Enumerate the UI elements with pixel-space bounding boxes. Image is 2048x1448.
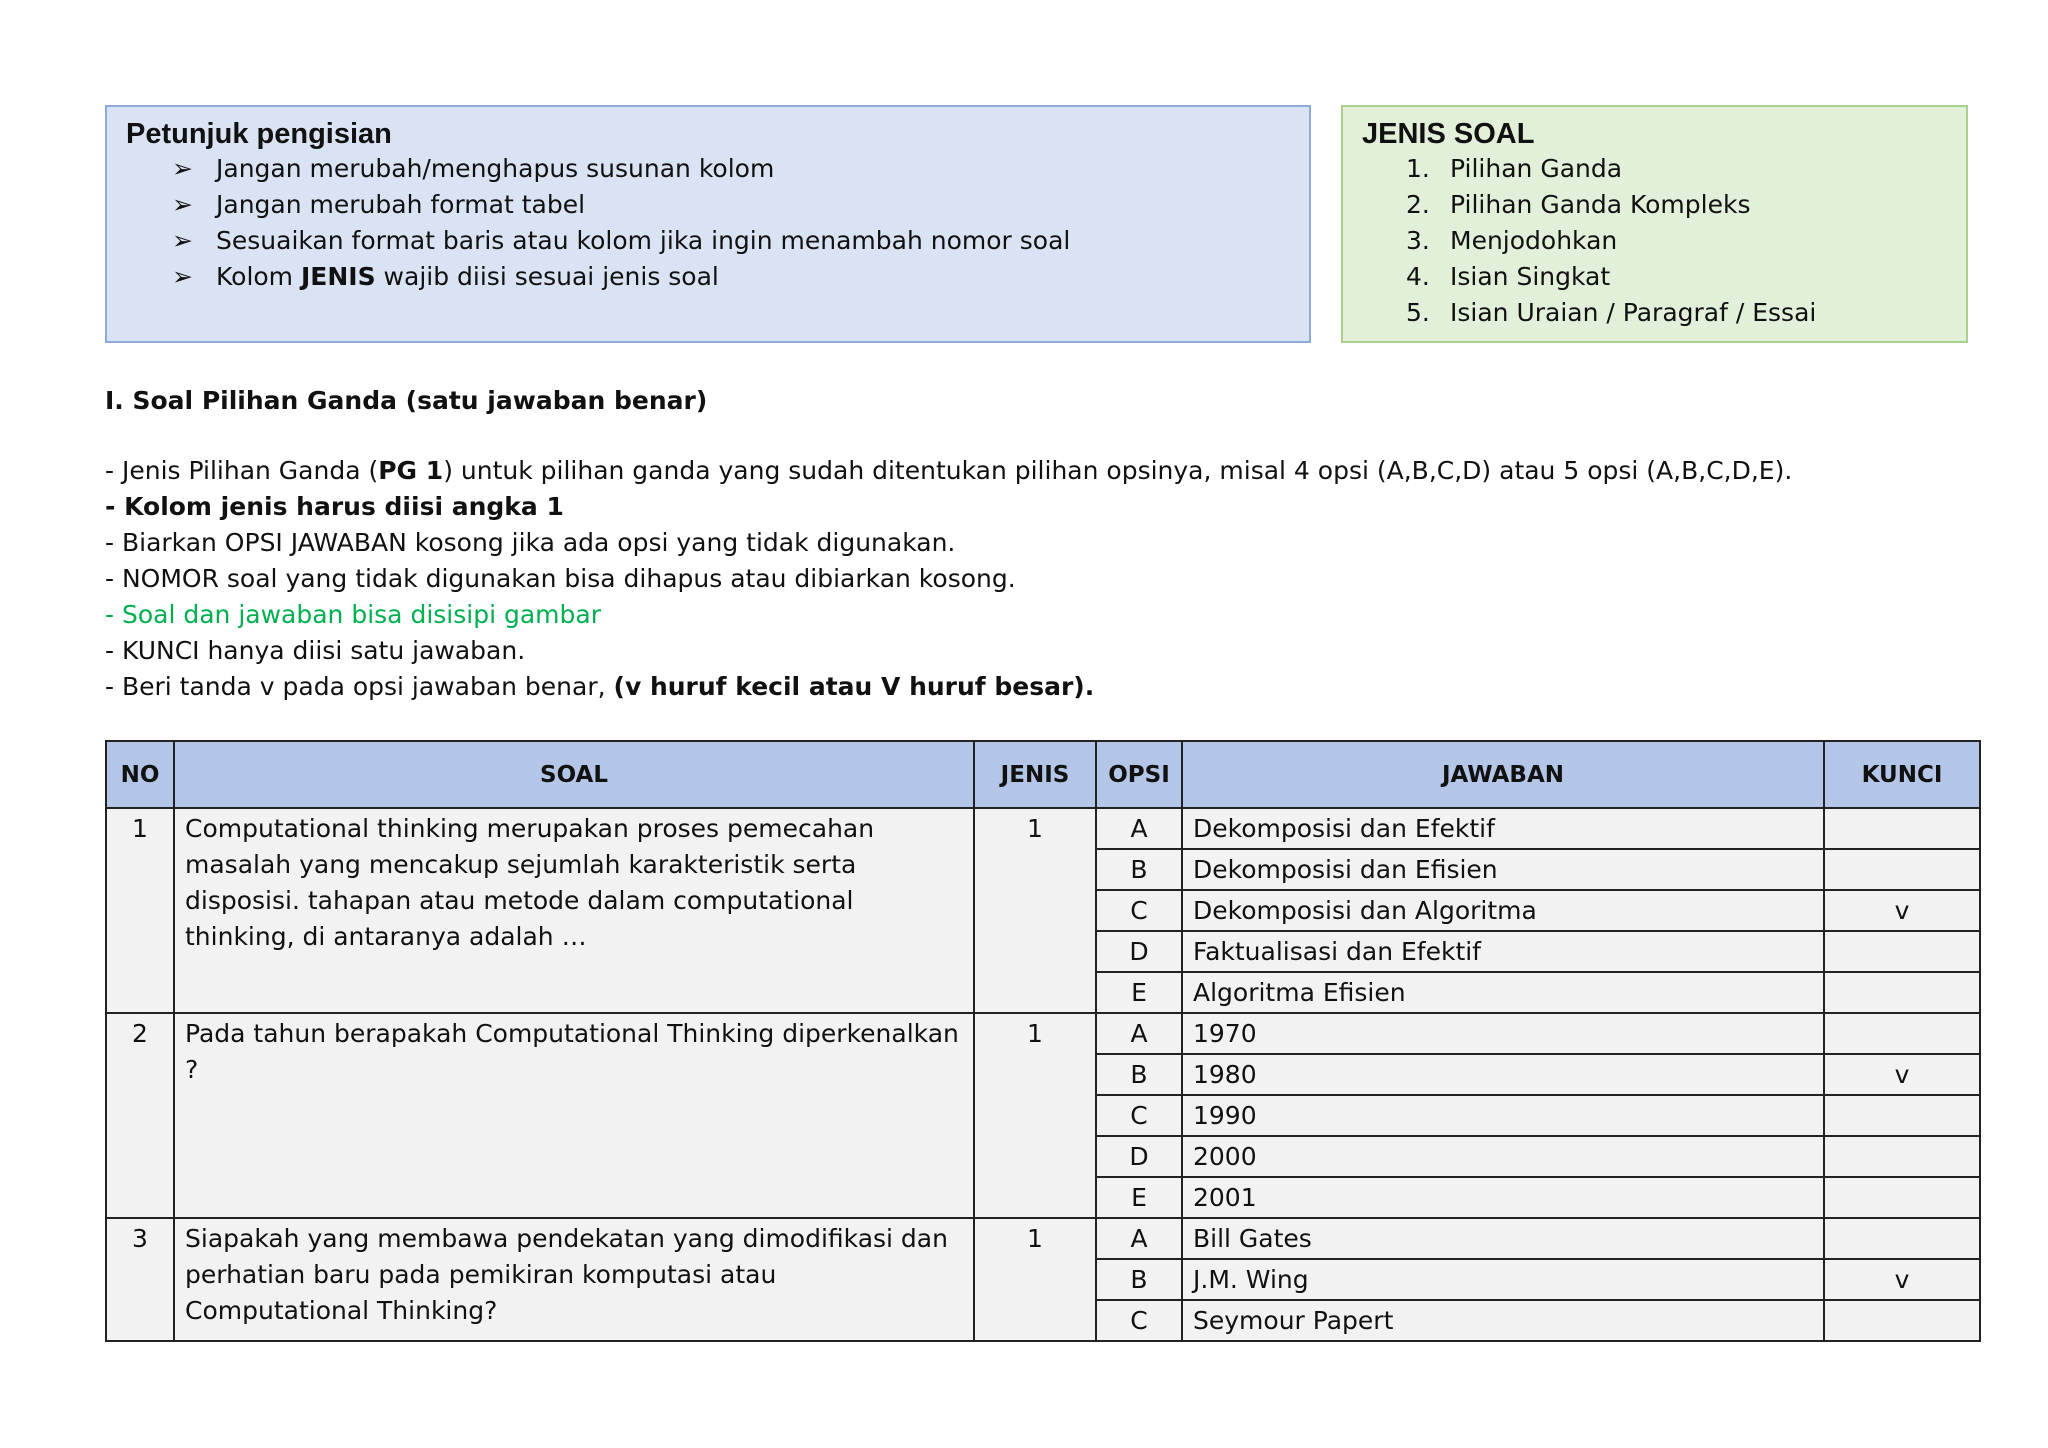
cell-kunci[interactable]: [1824, 1136, 1980, 1177]
note-text: ) untuk pilihan ganda yang sudah ditentukan pilihan opsinya, misal 4 opsi (A,B,C,D) atau 5 opsi (A,B,C,D,E).: [443, 456, 1793, 485]
cell-opsi[interactable]: A: [1096, 1218, 1182, 1259]
cell-kunci[interactable]: [1824, 1218, 1980, 1259]
cell-opsi[interactable]: B: [1096, 1054, 1182, 1095]
cell-kunci[interactable]: [1824, 1095, 1980, 1136]
cell-kunci[interactable]: [1824, 849, 1980, 890]
note-bold: - Kolom jenis harus diisi angka 1: [105, 492, 564, 521]
header-soal: SOAL: [174, 741, 974, 808]
petunjuk-item-text: Sesuaikan format baris atau kolom jika ingin menambah nomor soal: [216, 226, 1071, 255]
jenis-soal-item: [1362, 223, 1947, 259]
cell-kunci[interactable]: [1824, 1013, 1980, 1054]
jenis-soal-label: Pilihan Ganda: [1450, 154, 1623, 183]
petunjuk-list: [126, 151, 1290, 295]
cell-kunci[interactable]: [1824, 931, 1980, 972]
petunjuk-item-post: wajib diisi sesuai jenis soal: [375, 262, 719, 291]
header-jawaban: JAWABAN: [1182, 741, 1824, 808]
petunjuk-item-text: [216, 259, 719, 295]
cell-opsi[interactable]: C: [1096, 890, 1182, 931]
cell-no[interactable]: 1: [106, 808, 174, 1013]
header-opsi: OPSI: [1096, 741, 1182, 808]
petunjuk-box: [105, 105, 1311, 343]
note-line-green: - Soal dan jawaban bisa disisipi gambar: [105, 600, 601, 629]
soal-table: [105, 740, 1981, 1342]
cell-jenis[interactable]: 1: [974, 1013, 1096, 1218]
cell-jawaban[interactable]: Seymour Papert: [1182, 1300, 1824, 1341]
cell-opsi[interactable]: B: [1096, 849, 1182, 890]
note-bold: (v huruf kecil atau V huruf besar).: [613, 672, 1095, 701]
cell-opsi[interactable]: E: [1096, 972, 1182, 1013]
cell-jawaban[interactable]: 1980: [1182, 1054, 1824, 1095]
jenis-soal-label: Isian Uraian / Paragraf / Essai: [1450, 298, 1817, 327]
jenis-soal-list: [1362, 151, 1947, 331]
petunjuk-item-text: Jangan merubah format tabel: [216, 190, 586, 219]
table-row: [106, 1013, 1980, 1054]
cell-jawaban[interactable]: J.M. Wing: [1182, 1259, 1824, 1300]
note-line: - NOMOR soal yang tidak digunakan bisa dihapus atau dibiarkan kosong.: [105, 564, 1016, 593]
cell-jawaban[interactable]: 1990: [1182, 1095, 1824, 1136]
arrow-bullet-icon: ➢: [172, 226, 193, 255]
jenis-soal-label: Pilihan Ganda Kompleks: [1450, 190, 1751, 219]
jenis-soal-item: [1362, 151, 1947, 187]
jenis-soal-item: [1362, 187, 1947, 223]
cell-opsi[interactable]: A: [1096, 808, 1182, 849]
cell-jawaban[interactable]: Faktualisasi dan Efektif: [1182, 931, 1824, 972]
jenis-soal-item: [1362, 259, 1947, 295]
cell-jawaban[interactable]: 1970: [1182, 1013, 1824, 1054]
petunjuk-item-pre: Kolom: [216, 262, 301, 291]
note-line: [105, 453, 1792, 489]
cell-kunci[interactable]: v: [1824, 1259, 1980, 1300]
cell-kunci[interactable]: [1824, 808, 1980, 849]
cell-opsi[interactable]: A: [1096, 1013, 1182, 1054]
petunjuk-item: [126, 187, 1290, 223]
table-row: [106, 808, 1980, 849]
jenis-soal-number: 2.: [1406, 190, 1430, 219]
cell-no[interactable]: 2: [106, 1013, 174, 1218]
table-header-row: [106, 741, 1980, 808]
cell-opsi[interactable]: D: [1096, 931, 1182, 972]
note-line: [105, 489, 1792, 525]
instruction-notes: [105, 453, 1792, 705]
cell-soal[interactable]: Siapakah yang membawa pendekatan yang dimodifikasi dan perhatian baru pada pemikiran komputasi atau Computational Thinking?: [174, 1218, 974, 1341]
cell-kunci[interactable]: v: [1824, 1054, 1980, 1095]
petunjuk-title: Petunjuk pengisian: [126, 118, 392, 150]
jenis-soal-number: 5.: [1406, 298, 1430, 327]
cell-kunci[interactable]: [1824, 1300, 1980, 1341]
cell-jawaban[interactable]: Bill Gates: [1182, 1218, 1824, 1259]
cell-no[interactable]: 3: [106, 1218, 174, 1341]
cell-soal[interactable]: Pada tahun berapakah Computational Thinking diperkenalkan ?: [174, 1013, 974, 1218]
cell-kunci[interactable]: [1824, 972, 1980, 1013]
jenis-soal-label: Isian Singkat: [1450, 262, 1611, 291]
header-jenis: JENIS: [974, 741, 1096, 808]
petunjuk-item: [126, 151, 1290, 187]
petunjuk-item-bold: JENIS: [301, 262, 376, 291]
cell-jawaban[interactable]: Dekomposisi dan Efisien: [1182, 849, 1824, 890]
petunjuk-item-text: Jangan merubah/menghapus susunan kolom: [216, 154, 775, 183]
header-no: NO: [106, 741, 174, 808]
cell-opsi[interactable]: C: [1096, 1095, 1182, 1136]
jenis-soal-number: 4.: [1406, 262, 1430, 291]
cell-jawaban[interactable]: Algoritma Efisien: [1182, 972, 1824, 1013]
jenis-soal-label: Menjodohkan: [1450, 226, 1618, 255]
table-row: [106, 1218, 1980, 1259]
cell-opsi[interactable]: E: [1096, 1177, 1182, 1218]
cell-kunci[interactable]: v: [1824, 890, 1980, 931]
note-bold: PG 1: [378, 456, 444, 485]
cell-opsi[interactable]: B: [1096, 1259, 1182, 1300]
section-title: I. Soal Pilihan Ganda (satu jawaban benar): [105, 386, 708, 415]
note-text: - Beri tanda v pada opsi jawaban benar,: [105, 672, 614, 701]
note-line: [105, 669, 1792, 705]
cell-kunci[interactable]: [1824, 1177, 1980, 1218]
jenis-soal-number: 3.: [1406, 226, 1430, 255]
cell-soal[interactable]: Computational thinking merupakan proses pemecahan masalah yang mencakup sejumlah karakteristik serta disposisi. tahapan atau metode dalam computational thinking, di antaranya adalah …: [174, 808, 974, 1013]
cell-jenis[interactable]: 1: [974, 1218, 1096, 1341]
petunjuk-item: [126, 223, 1290, 259]
note-line: - Biarkan OPSI JAWABAN kosong jika ada opsi yang tidak digunakan.: [105, 528, 956, 557]
cell-opsi[interactable]: D: [1096, 1136, 1182, 1177]
petunjuk-item: [126, 259, 1290, 295]
cell-jenis[interactable]: 1: [974, 808, 1096, 1013]
cell-jawaban[interactable]: 2001: [1182, 1177, 1824, 1218]
cell-jawaban[interactable]: Dekomposisi dan Algoritma: [1182, 890, 1824, 931]
note-line: - KUNCI hanya diisi satu jawaban.: [105, 636, 526, 665]
arrow-bullet-icon: ➢: [172, 154, 193, 183]
cell-jawaban[interactable]: Dekomposisi dan Efektif: [1182, 808, 1824, 849]
arrow-bullet-icon: ➢: [172, 190, 193, 219]
jenis-soal-title: JENIS SOAL: [1362, 118, 1535, 150]
jenis-soal-item: [1362, 295, 1947, 331]
arrow-bullet-icon: ➢: [172, 262, 193, 291]
note-text: - Jenis Pilihan Ganda (: [105, 456, 379, 485]
jenis-soal-box: [1341, 105, 1968, 343]
header-kunci: KUNCI: [1824, 741, 1980, 808]
cell-opsi[interactable]: C: [1096, 1300, 1182, 1341]
cell-jawaban[interactable]: 2000: [1182, 1136, 1824, 1177]
jenis-soal-number: 1.: [1406, 154, 1430, 183]
